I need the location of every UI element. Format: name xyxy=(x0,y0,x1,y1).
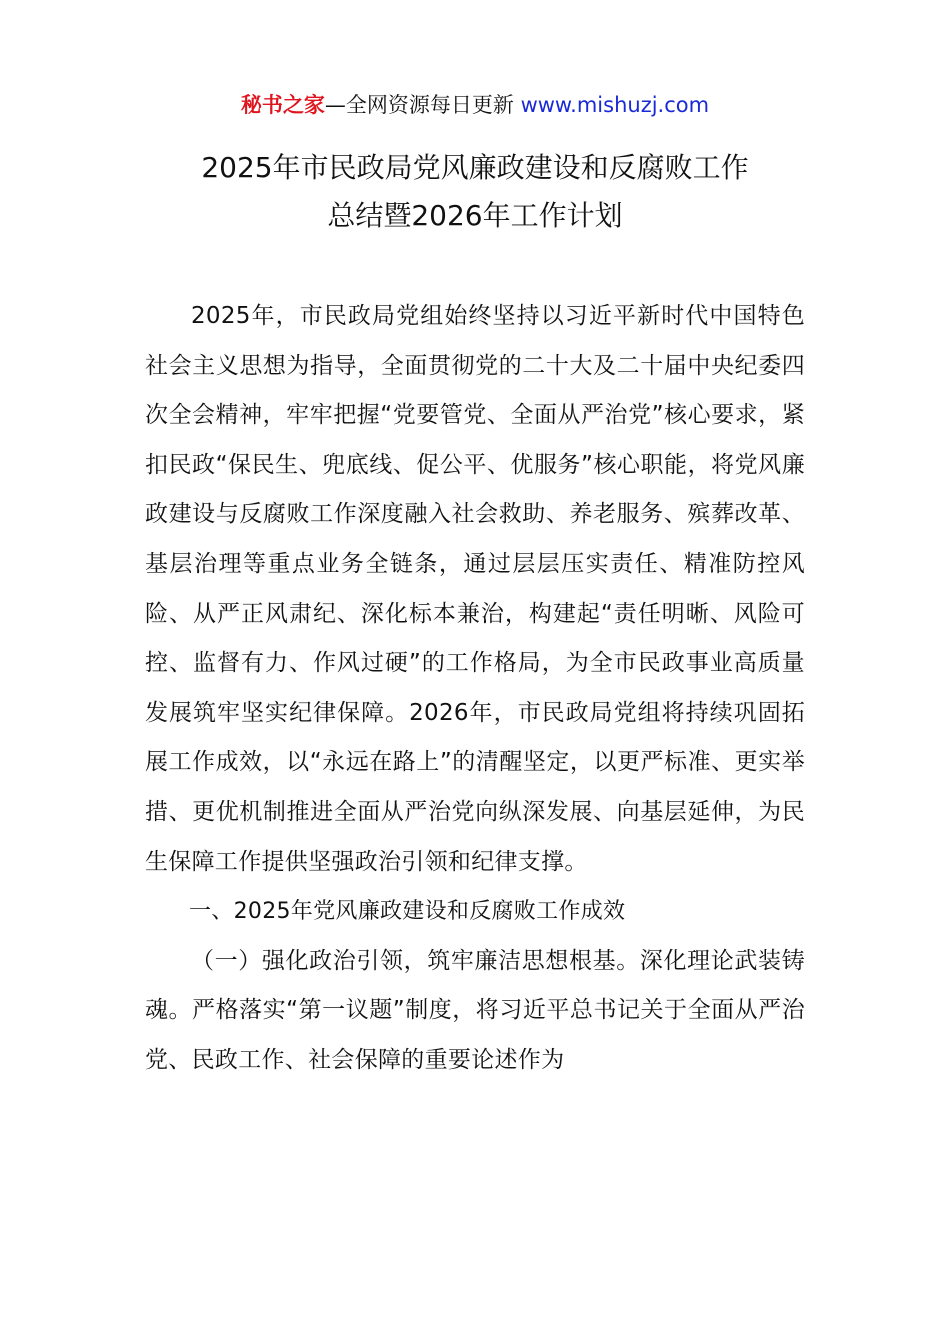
intro-paragraph: 2025年，市民政局党组始终坚持以习近平新时代中国特色社会主义思想为指导，全面贯彻党的二十大及二十届中央纪委四次全会精神，牢牢把握“党要管党、全面从严治党”核心要求，紧扣民政“保民生、兜底线、促公平、优服务”核心职能，将党风廉政建设与反腐败工作深度融入社会救助、养老服务、殡葬改革、基层治理等重点业务全链条，通过层层压实责任、精准防控风险、从严正风肃纪、深化标本兼治，构建起“责任明晰、风险可控、监督有力、作风过硬”的工作格局，为全市民政事业高质量发展筑牢坚实纪律保障。2026年，市民政局党组将持续巩固拓展工作成效，以“永远在路上”的清醒坚定，以更严标准、更实举措、更优机制推进全面从严治党向纵深发展、向基层延伸，为民生保障工作提供坚强政治引领和纪律支撑。 xyxy=(145,303,805,875)
site-brand: 秘书之家 xyxy=(240,93,325,117)
site-url-link[interactable]: www.mishuzj.com xyxy=(520,93,710,117)
document-title xyxy=(0,144,950,240)
section-heading: 一、2025年党风廉政建设和反腐败工作成效 xyxy=(189,899,626,925)
site-header xyxy=(0,88,950,122)
site-slogan: —全网资源每日更新 xyxy=(324,93,514,117)
body-paragraph: （一）强化政治引领，筑牢廉洁思想根基。深化理论武装铸魂。严格落实“第一议题”制度，将习近平总书记关于全面从严治党、民政工作、社会保障的重要论述作为 xyxy=(145,947,805,1073)
document-title-line-2: 总结暨2026年工作计划 xyxy=(327,199,623,232)
document-title-line-1: 2025年市民政局党风廉政建设和反腐败工作 xyxy=(201,151,749,184)
document-body xyxy=(145,292,805,1086)
